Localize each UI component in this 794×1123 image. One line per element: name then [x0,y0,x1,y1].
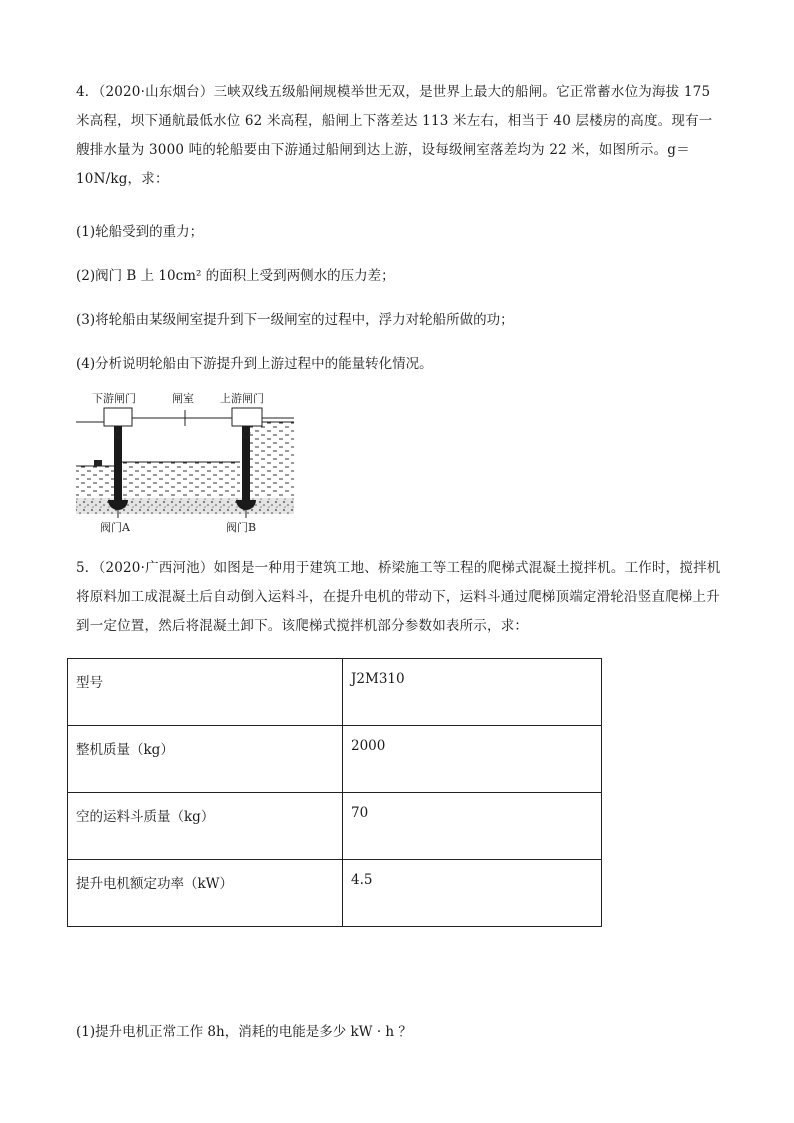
table-row [68,726,602,793]
problem-5-intro: 5．（2020·广西河池）如图是一种用于建筑工地、桥梁施工等工程的爬梯式混凝土搅拌机。工作时，搅拌机将原料加工成混凝土后自动倒入运料斗，在提升电机的带动下，运料斗通过爬梯顶端定滑轮沿竖直爬梯上升到一定位置，然后将混凝土卸下。该爬梯式搅拌机部分参数如表所示，求： [76,560,721,634]
upstream-gate-frame [232,408,262,426]
chamber-water [114,462,240,498]
downstream-water [76,466,114,498]
table-cell-label: 空的运料斗质量（kg） [68,793,343,860]
problem-4-question-3: (3)将轮船由某级闸室提升到下一级闸室的过程中，浮力对轮船所做的功； [76,312,514,328]
table-row [68,659,602,726]
label-downstream-gate: 下游闸门 [92,392,136,405]
table-cell-label: 提升电机额定功率（kW） [68,860,343,927]
table-row [68,793,602,860]
table-row [68,860,602,927]
label-valve-a: 阀门A [100,521,130,534]
problem-4-question-1: (1)轮船受到的重力； [76,224,204,240]
problem-5-question-1: (1)提升电机正常工作 8h，消耗的电能是多少 kW · h ？ [76,1024,412,1040]
label-chamber: 闸室 [172,392,194,405]
label-valve-b: 阀门B [226,521,257,534]
problem-4-question-4: (4)分析说明轮船由下游提升到上游过程中的能量转化情况。 [76,356,433,372]
label-upstream-gate: 上游闸门 [220,392,264,405]
table-cell-value: 2000 [343,726,602,793]
table-cell-value: 4.5 [343,860,602,927]
upstream-water [248,422,294,498]
table-cell-label: 型号 [68,659,343,726]
downstream-gate-frame [104,408,132,426]
problem-4-intro: 4．（2020·山东烟台）三峡双线五级船闸规模举世无双，是世界上最大的船闸。它正常蓄水位为海拔 175 米高程，坝下通航最低水位 62 米高程，船闸上下落差达 113 米左右，相当于 40 层楼房的高度。现有一艘排水量为 3000 吨的轮船要由下游通过船闸到达上游，设每级闸室落差均为 22 米，如图所示。g＝10N/kg，求： [76,84,713,187]
label-c: C [114,428,123,441]
table-cell-value: 70 [343,793,602,860]
table-cell-label: 整机质量（kg） [68,726,343,793]
problem-4-question-2: (2)阀门 B 上 10cm² 的面积上受到两侧水的压力差； [76,268,395,284]
parameter-table [67,658,602,927]
label-d: D [242,428,251,441]
table-cell-value: J2M310 [343,659,602,726]
ship-lock-diagram [74,388,300,538]
